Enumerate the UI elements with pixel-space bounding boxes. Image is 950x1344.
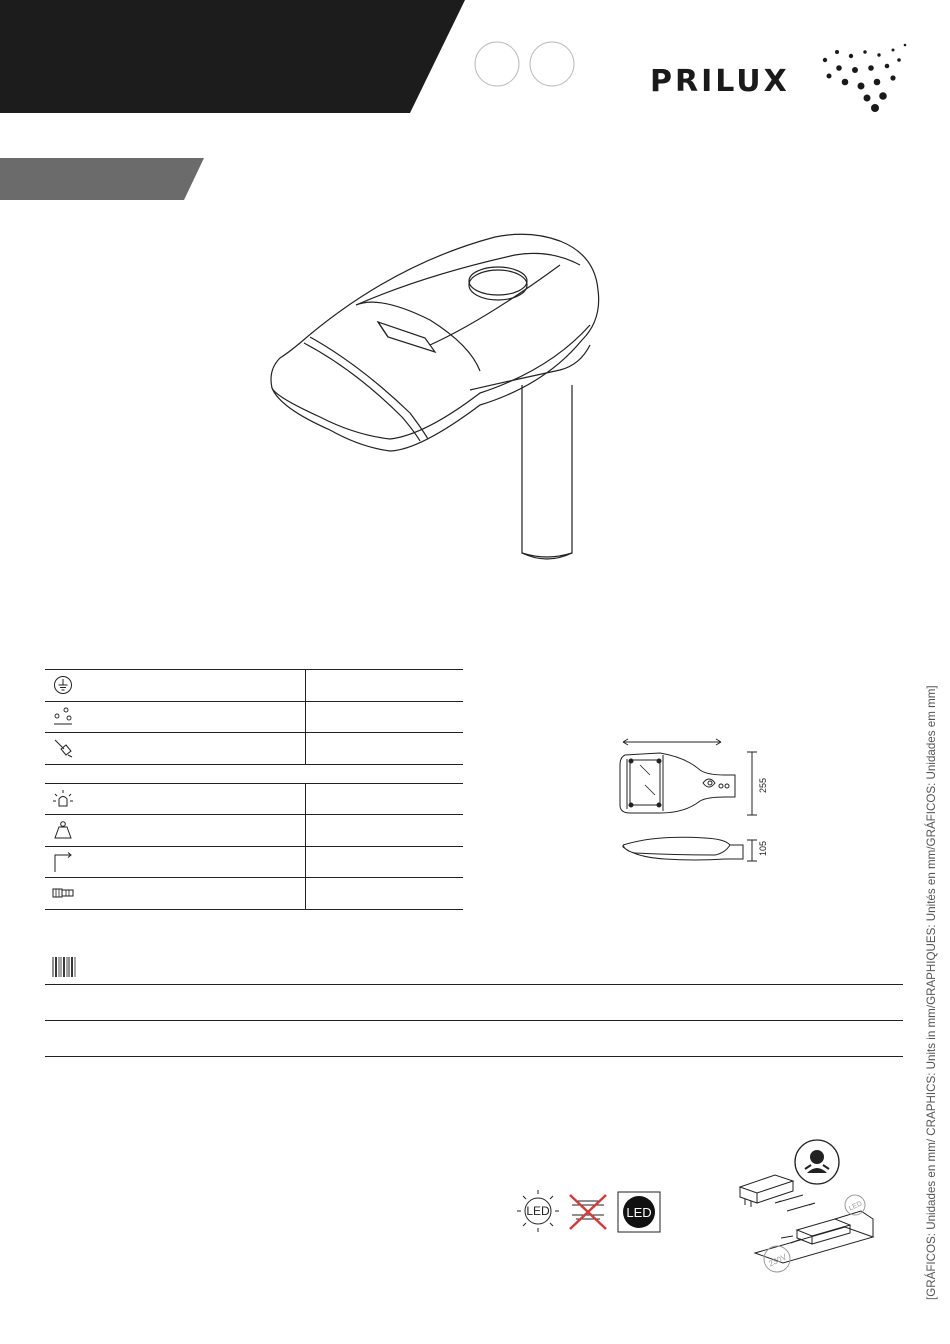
led-replaceable-icon: [618, 1192, 660, 1232]
no-replace-icon: [570, 1195, 606, 1229]
order-line: [45, 984, 903, 985]
spec-table-line: [45, 877, 463, 878]
ip-dust-icon: [52, 705, 74, 727]
spec-table-line: [45, 732, 463, 733]
driver-replace-illustration: [735, 1135, 880, 1275]
maintenance-icon: [795, 1140, 839, 1184]
spec-table-divider: [305, 669, 306, 764]
barcode-icon: [52, 957, 76, 977]
earth-ground-icon: [52, 674, 74, 696]
led-replaceable-label: LED: [626, 1205, 652, 1220]
units-note: [GRÁFICOS: Unidades en mm/ CRAPHICS: Units in mm/GRAPHIQUES: Unités en mm/GRÁFICOS: Unidades em mm]: [925, 685, 938, 1300]
spec-table-line: [45, 814, 463, 815]
spec-table-divider: [305, 783, 306, 909]
led-lifetime-icon: [517, 1190, 559, 1232]
dim-height-label: 255: [758, 777, 768, 793]
brand-logo-text: PRILUX: [650, 64, 790, 99]
dimension-drawing: [615, 735, 785, 870]
dim-depth-label: 105: [758, 840, 768, 856]
order-line: [45, 1056, 903, 1057]
certification-marks: [470, 40, 580, 90]
luminaire-illustration: [260, 225, 610, 570]
driver-replace-icon: [740, 1175, 873, 1263]
header-band: [0, 0, 470, 113]
spec-table-line: [45, 764, 463, 765]
spec-table-line: [45, 669, 463, 670]
led-badges: [508, 1187, 664, 1235]
spec-table-line: [45, 783, 463, 784]
spec-table-line: [45, 846, 463, 847]
ik-impact-icon: [52, 737, 74, 759]
subheader-band: [0, 158, 210, 200]
brand-dots-icon: [815, 42, 910, 117]
mounting-icon: [52, 851, 74, 873]
weight-icon: [52, 819, 74, 841]
lumen-output-icon: [52, 788, 74, 810]
led-label: LED: [526, 1204, 550, 1218]
spec-table-line: [45, 909, 463, 910]
order-line: [45, 1020, 903, 1021]
connector-icon: [52, 882, 74, 904]
spec-table-line: [45, 701, 463, 702]
driver-led-label: LED: [847, 1200, 864, 1213]
voltage-label: 230V: [767, 1252, 789, 1269]
